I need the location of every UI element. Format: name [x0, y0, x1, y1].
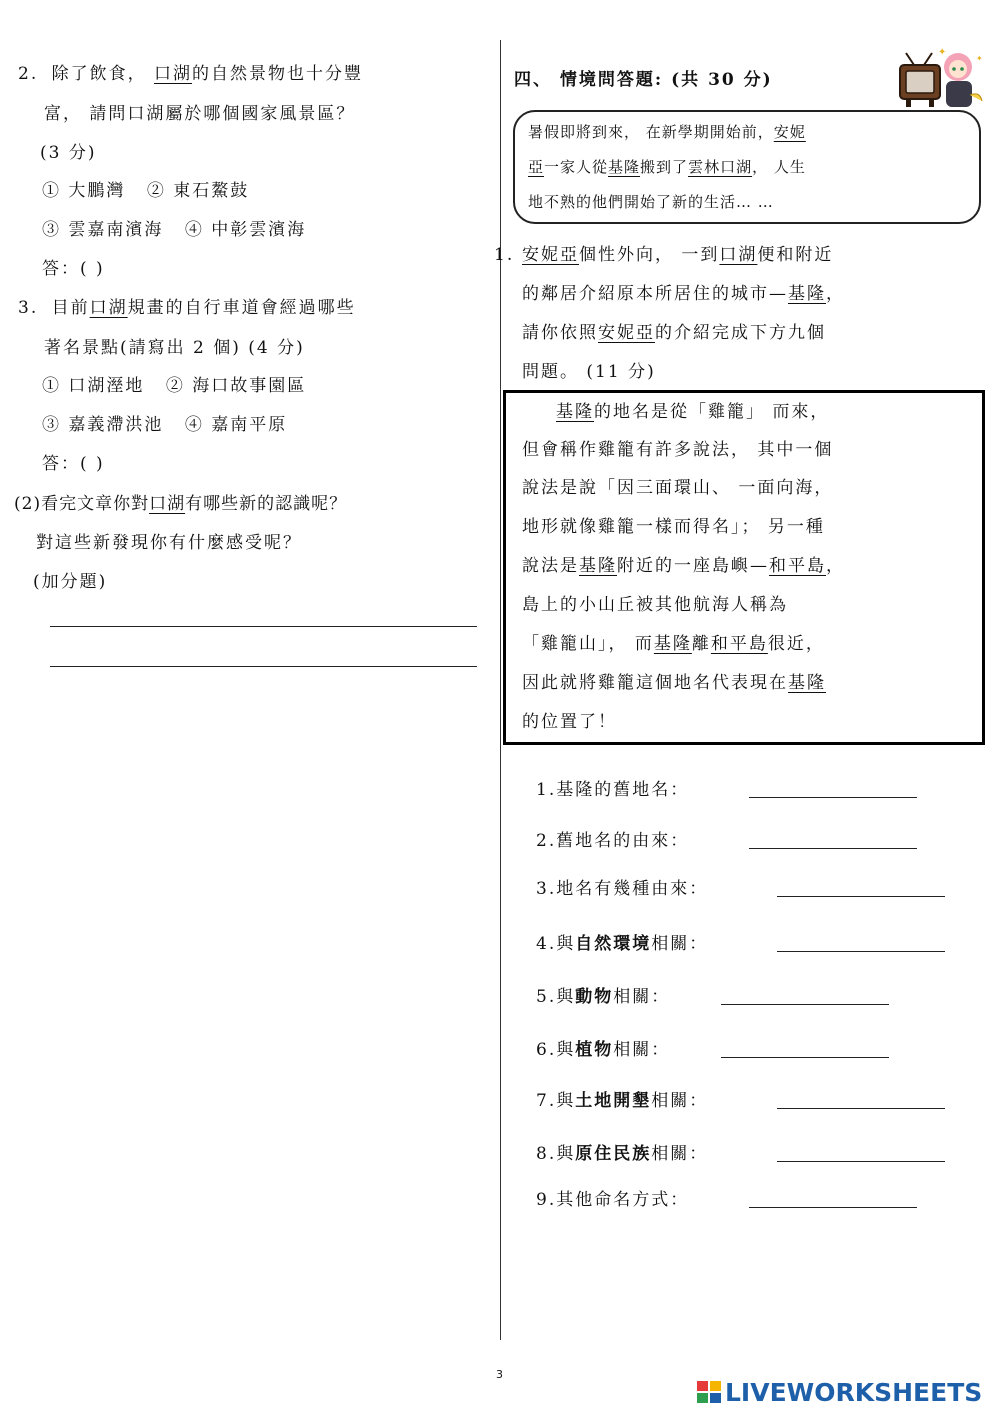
- q3-place: 口湖: [89, 298, 128, 318]
- q4-place: 口湖: [149, 494, 186, 514]
- q2-answer-field[interactable]: 答：( ): [42, 259, 105, 279]
- q2-options-1-2: [42, 181, 249, 201]
- q2-score: (3 分): [40, 143, 97, 163]
- intro-text-b: 一家人從: [544, 158, 609, 176]
- q1-number: 1.: [494, 245, 515, 265]
- q2-line1: [18, 64, 363, 84]
- item-8-post: 相關：: [651, 1144, 709, 1164]
- passage-city-5: 基隆: [579, 556, 617, 576]
- passage-text-8: 因此就將雞籠這個地名代表現在: [522, 673, 788, 693]
- item-5-keyword: 動物: [575, 987, 614, 1007]
- q3-line1: [18, 298, 356, 318]
- intro-name-b: 亞: [528, 158, 545, 176]
- item-3-answer-line[interactable]: [777, 896, 945, 897]
- passage-text-7b: 離: [691, 634, 711, 654]
- intro-text-d: ， 人生: [752, 158, 806, 176]
- q1-text-f: 的介紹完成下方九個: [655, 323, 826, 343]
- q2-text-post: 的自然景物也十分豐: [192, 64, 364, 84]
- svg-text:✦: ✦: [976, 54, 983, 63]
- passage-text-5a: 說法是: [522, 556, 579, 576]
- q3-text-pre: 目前: [51, 298, 90, 318]
- q2-place: 口湖: [154, 64, 193, 84]
- item-9-label: 9.其他命名方式：: [536, 1190, 690, 1210]
- q3-answer-field[interactable]: 答：( ): [42, 454, 105, 474]
- item-4-post: 相關：: [651, 934, 709, 954]
- liveworksheets-logo: [697, 1378, 993, 1408]
- item-4-answer-line[interactable]: [777, 951, 945, 952]
- passage-line-9: 的位置了！: [522, 712, 617, 732]
- q3-number: 3.: [18, 298, 39, 318]
- intro-text-c: 搬到了: [640, 158, 689, 176]
- item-6-answer-line[interactable]: [721, 1057, 889, 1058]
- item-8-pre: 8.與: [536, 1144, 576, 1164]
- passage-line-4: 地形就像雞籠一樣而得名」； 另一種: [522, 517, 825, 537]
- q1-line2: [522, 284, 845, 304]
- q2-option-1: ① 大鵬灣: [42, 181, 126, 201]
- q2-option-4: ④ 中彰雲濱海: [184, 220, 307, 240]
- q1-name-b: 安妮亞: [598, 323, 655, 343]
- item-5-answer-line[interactable]: [721, 1004, 889, 1005]
- q3-option-1: ① 口湖溼地: [42, 376, 145, 396]
- item-7-pre: 7.與: [536, 1091, 576, 1111]
- item-2-label: 2.舊地名的由來：: [536, 831, 690, 851]
- q1-text-e: 請你依照: [522, 323, 598, 343]
- q3-text-post: 規畫的自行車道會經過哪些: [127, 298, 356, 318]
- q1-text-a: 個性外向， 一到: [579, 245, 720, 265]
- passage-text-5b: 附近的一座島嶼—: [617, 556, 769, 576]
- item-7-answer-line[interactable]: [777, 1108, 945, 1109]
- item-6-pre: 6.與: [536, 1040, 576, 1060]
- q4-line1: [14, 494, 347, 514]
- q4-text-pre: (2)看完文章你對: [14, 494, 150, 514]
- q3-option-2: ② 海口故事園區: [165, 376, 307, 396]
- item-7-label: [536, 1091, 708, 1111]
- mascot-illustration: [896, 45, 986, 115]
- item-5-label: [536, 987, 670, 1007]
- passage-line-1: [556, 402, 829, 422]
- q3-option-3: ③ 嘉義滯洪池: [42, 415, 164, 435]
- passage-island-5: 和平島: [769, 556, 826, 576]
- q1-city: 基隆: [788, 284, 826, 304]
- q1-text-b: 便和附近: [757, 245, 834, 265]
- q2-number: 2.: [18, 64, 39, 84]
- item-5-pre: 5.與: [536, 987, 576, 1007]
- q4-bonus-label: (加分題): [33, 572, 108, 592]
- svg-text:✦: ✦: [938, 47, 947, 58]
- item-9-answer-line[interactable]: [749, 1207, 917, 1208]
- passage-text-5c: ，: [826, 556, 845, 576]
- item-6-post: 相關：: [613, 1040, 671, 1060]
- passage-island-7: 和平島: [710, 634, 768, 654]
- q2-option-2: ② 東石鰲鼓: [146, 181, 250, 201]
- column-divider: [500, 40, 501, 1340]
- item-6-label: [536, 1040, 670, 1060]
- intro-city: 基隆: [608, 158, 641, 176]
- passage-city-7: 基隆: [653, 634, 692, 654]
- q1-line4: 問題。 (11 分): [522, 362, 656, 382]
- item-4-label: [536, 934, 708, 954]
- passage-line-8: [522, 673, 826, 693]
- brand-name: LIVEWORKSHEETS: [725, 1378, 983, 1407]
- q1-line3: [522, 323, 826, 343]
- item-4-keyword: 自然環境: [575, 934, 652, 954]
- q3-option-4: ④ 嘉南平原: [184, 415, 288, 435]
- item-7-post: 相關：: [651, 1091, 709, 1111]
- q4-answer-line-2[interactable]: [50, 666, 477, 667]
- passage-line-3: 說法是說「因三面環山、 一面向海，: [522, 478, 834, 498]
- intro-line3: 地不熟的他們開始了新的生活… …: [528, 193, 774, 211]
- q3-options-3-4: [42, 415, 287, 435]
- intro-name-a: 安妮: [773, 123, 806, 141]
- q1-place: 口湖: [719, 245, 758, 265]
- passage-line-2: 但會稱作雞籠有許多說法， 其中一個: [522, 440, 834, 460]
- page-number: 3: [496, 1368, 503, 1381]
- item-1-answer-line[interactable]: [749, 797, 917, 798]
- q2-line2: 富， 請問口湖屬於哪個國家風景區？: [44, 104, 356, 124]
- item-4-pre: 4.與: [536, 934, 576, 954]
- q4-text-post: 有哪些新的認識呢？: [185, 494, 348, 514]
- q4-line2: 對這些新發現你有什麼感受呢？: [36, 533, 302, 553]
- logo-grid-icon: [697, 1381, 723, 1405]
- item-2-answer-line[interactable]: [749, 848, 917, 849]
- passage-line-7: [522, 634, 825, 654]
- q2-option-3: ③ 雲嘉南濱海: [42, 220, 164, 240]
- passage-city-8: 基隆: [788, 673, 826, 693]
- item-7-keyword: 土地開墾: [575, 1091, 652, 1111]
- q2-options-3-4: [42, 220, 306, 240]
- passage-text-1: 的地名是從「雞籠」 而來，: [594, 402, 830, 422]
- item-5-post: 相關：: [613, 987, 671, 1007]
- item-8-keyword: 原住民族: [575, 1144, 652, 1164]
- passage-line-6: 島上的小山丘被其他航海人稱為: [522, 595, 788, 615]
- q1-line1: [522, 245, 833, 265]
- item-6-keyword: 植物: [575, 1040, 614, 1060]
- item-3-label: 3.地名有幾種由來：: [536, 879, 709, 899]
- item-8-label: [536, 1144, 708, 1164]
- q3-line2: 著名景點(請寫出 2 個) (4 分): [44, 338, 305, 358]
- passage-text-7c: 很近，: [767, 634, 825, 654]
- q2-text-pre: 除了飲食，: [51, 64, 147, 84]
- intro-text-a: 暑假即將到來， 在新學期開始前，: [528, 123, 774, 141]
- intro-place: 雲林口湖: [688, 158, 753, 176]
- q4-answer-line-1[interactable]: [50, 626, 477, 627]
- item-8-answer-line[interactable]: [777, 1161, 945, 1162]
- intro-line1: [528, 122, 806, 142]
- q1-text-d: ，: [826, 284, 845, 304]
- passage-line-5: [522, 556, 845, 576]
- passage-text-7a: 「雞籠山」， 而: [522, 634, 654, 654]
- item-1-label: 1.基隆的舊地名：: [536, 780, 690, 800]
- passage-city-1: 基隆: [556, 402, 594, 422]
- section-title: 四、 情境問答題: (共 30 分): [514, 70, 773, 90]
- q3-options-1-2: [42, 376, 306, 396]
- intro-line2: [528, 157, 806, 177]
- q1-text-c: 的鄰居介紹原本所居住的城市—: [522, 284, 788, 304]
- q1-name-a: 安妮亞: [522, 245, 579, 265]
